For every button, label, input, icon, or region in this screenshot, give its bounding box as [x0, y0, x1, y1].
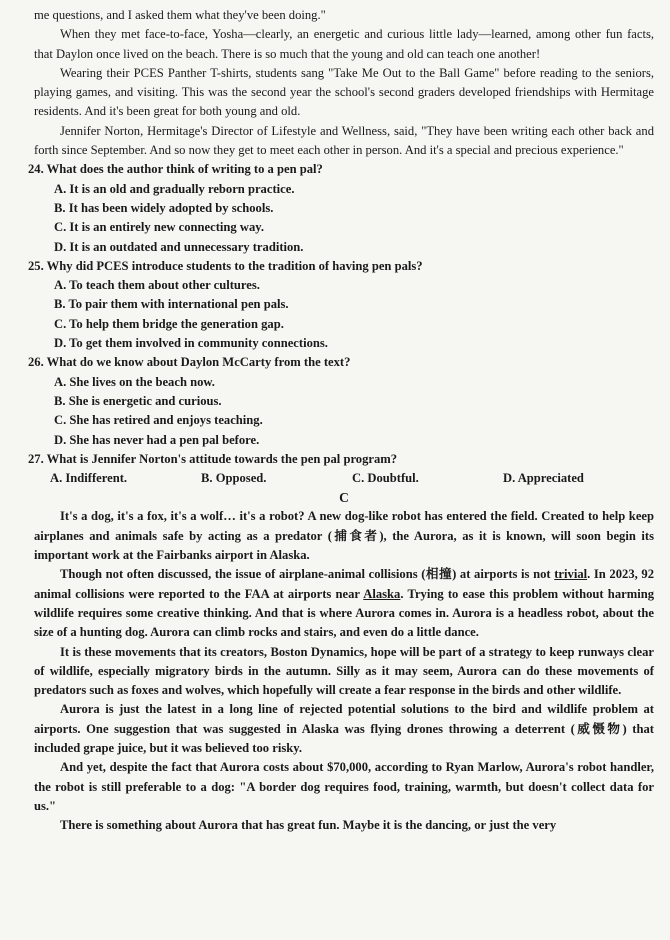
question-24	[28, 160, 654, 256]
answer-option: B. Opposed.	[201, 471, 267, 486]
answer-option: C. It is an entirely new connecting way.	[54, 220, 265, 235]
question-stem: 27. What is Jennifer Norton's attitude towards the pen pal program?	[28, 451, 398, 466]
question-stem: 25. Why did PCES introduce students to the tradition of having pen pals?	[28, 258, 423, 273]
answer-option: B. To pair them with international pen pals.	[54, 297, 289, 312]
question-26	[28, 353, 654, 449]
passage-c-paragraph: It's a dog, it's a fox, it's a wolf… it's a robot? A new dog-like robot has entered the field. Created to help keep airplanes and animals safe by acting as a predator (捕食者), the Aurora, as it is known, will soon begin its important work at the Fairbanks airport in Alaska.	[34, 509, 654, 563]
question-stem: 26. What do we know about Daylon McCarty from the text?	[28, 355, 351, 370]
passage-c-paragraph: And yet, despite the fact that Aurora costs about $70,000, according to Ryan Marlow, Aurora's robot handler, the robot is still preferable to a dog: "A border dog requires food, training, warmth, but doesn't collect data for us."	[34, 760, 654, 813]
answer-option: B. She is energetic and curious.	[54, 393, 222, 408]
passage-b-paragraph: me questions, and I asked them what they've been doing."	[34, 8, 326, 22]
answer-option: C. To help them bridge the generation gap.	[54, 316, 284, 331]
passage-b-paragraph: Wearing their PCES Panther T-shirts, students sang "Take Me Out to the Ball Game" before reading to the seniors, playing games, and visiting. This was the second year the school's second graders developed friendships with Hermitage residents. And it's been great for both young and old.	[34, 65, 654, 119]
answer-option: D. To get them involved in community connections.	[54, 336, 328, 351]
question-stem: 24. What does the author think of writing to a pen pal?	[28, 162, 323, 177]
answer-option: D. Appreciated	[503, 471, 584, 486]
answer-option: B. It has been widely adopted by schools.	[54, 200, 274, 215]
passage-b-paragraph: When they met face-to-face, Yosha—clearly, an energetic and curious little lady—learned, among other fun facts, that Daylon once lived on the beach. There is so much that the young and old can teach one another!	[34, 27, 654, 61]
question-25	[28, 257, 654, 353]
passage-b-paragraph: Jennifer Norton, Hermitage's Director of Lifestyle and Wellness, said, "They have been writing each other back and forth since September. And so now they get to meet each other in person. And it's a special and precious experience."	[34, 123, 654, 158]
passage-c-paragraph: There is something about Aurora that has great fun. Maybe it is the dancing, or just the very	[60, 818, 557, 833]
answer-option: C. She has retired and enjoys teaching.	[54, 413, 263, 428]
text-run: . In 2023, 92 animal collisions were reported to the FAA at airports near	[34, 567, 654, 601]
answer-option: A. She lives on the beach now.	[54, 374, 215, 389]
passage-c-paragraph	[34, 565, 654, 642]
answer-option: D. It is an outdated and unnecessary tradition.	[54, 239, 304, 254]
answer-option: A. It is an old and gradually reborn practice.	[54, 181, 295, 196]
answer-option: A. To teach them about other cultures.	[54, 278, 260, 293]
underlined-word: trivial	[554, 567, 588, 582]
passage-c-paragraph: It is these movements that its creators, Boston Dynamics, hope will be part of a strategy to keep runways clear of wildlife, especially migratory birds in the autumn. Silly as it may seem, Aurora can do these movements of predators such as foxes and wolves, which hopefully will create a fear response in the birds and other wildlife.	[34, 644, 654, 698]
answer-option: D. She has never had a pen pal before.	[54, 432, 260, 447]
text-run: . Trying to ease this problem without harming wildlife requires some creative thinking. And that is where Aurora comes in. Aurora is a headless robot, about the size of a hunting dog. Aurora can climb rocks and stairs, and even do a little dance.	[34, 586, 654, 640]
answer-option: A. Indifferent.	[50, 471, 128, 486]
question-27	[28, 450, 654, 489]
text-run: Though not often discussed, the issue of airplane-animal collisions (相撞) at airports is not	[60, 567, 555, 582]
underlined-word: Alaska	[363, 586, 401, 601]
answer-option: C. Doubtful.	[352, 471, 419, 486]
answer-options-row	[50, 469, 654, 488]
passage-c-paragraph: Aurora is just the latest in a long line of rejected potential solutions to the bird and wildlife problem at airports. One suggestion that was suggested in Alaska was flying drones throwing a deterrent (威慑物) that included grape juice, but it was believed too risky.	[34, 702, 654, 755]
section-heading: C	[339, 490, 349, 506]
